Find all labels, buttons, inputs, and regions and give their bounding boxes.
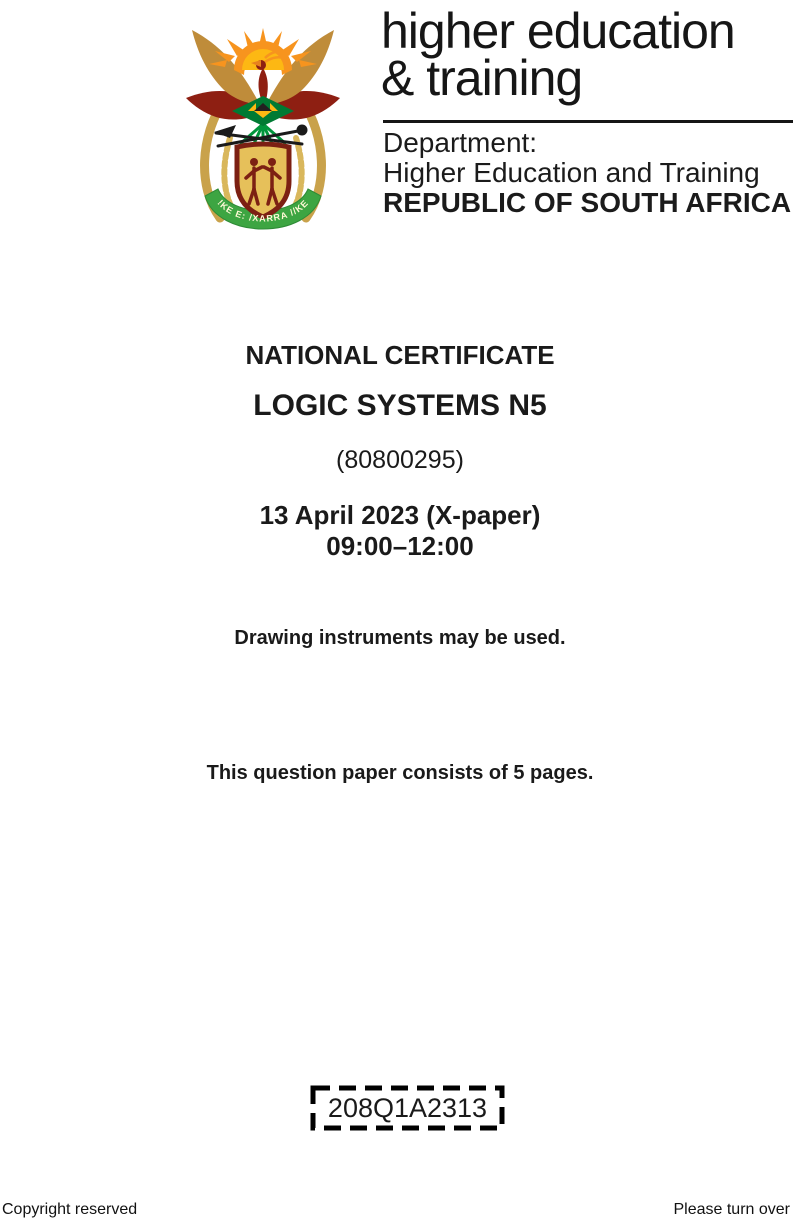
logo-wordmark bbox=[381, 3, 735, 106]
coat-of-arms bbox=[178, 6, 348, 248]
exam-time: 09:00–12:00 bbox=[326, 531, 474, 561]
pages-note: This question paper consists of 5 pages. bbox=[206, 762, 594, 784]
motto-text: !KE E: /XARRA //KE bbox=[215, 197, 311, 224]
exam-date: 13 April 2023 (X-paper) bbox=[259, 500, 541, 530]
instruments-note: Drawing instruments may be used. bbox=[234, 627, 566, 649]
department-label: Department: bbox=[383, 127, 538, 158]
shield bbox=[237, 144, 289, 217]
country-name: REPUBLIC OF SOUTH AFRICA bbox=[383, 187, 792, 218]
header-divider bbox=[383, 120, 793, 123]
turn-over-note: Please turn over bbox=[673, 1201, 790, 1218]
exam-datetime bbox=[0, 500, 800, 562]
logo-line2: & training bbox=[381, 50, 583, 106]
certificate-title: NATIONAL CERTIFICATE bbox=[245, 340, 555, 370]
paper-code: (80800295) bbox=[336, 446, 464, 474]
department-name: Higher Education and Training bbox=[383, 157, 760, 188]
copyright-note: Copyright reserved bbox=[2, 1201, 138, 1218]
logo-line1: higher education bbox=[381, 3, 735, 59]
exam-number: 208Q1A2313 bbox=[327, 1092, 488, 1123]
exam-number-box bbox=[310, 1085, 505, 1131]
subject-title: LOGIC SYSTEMS N5 bbox=[253, 389, 547, 422]
department-block bbox=[383, 128, 791, 218]
